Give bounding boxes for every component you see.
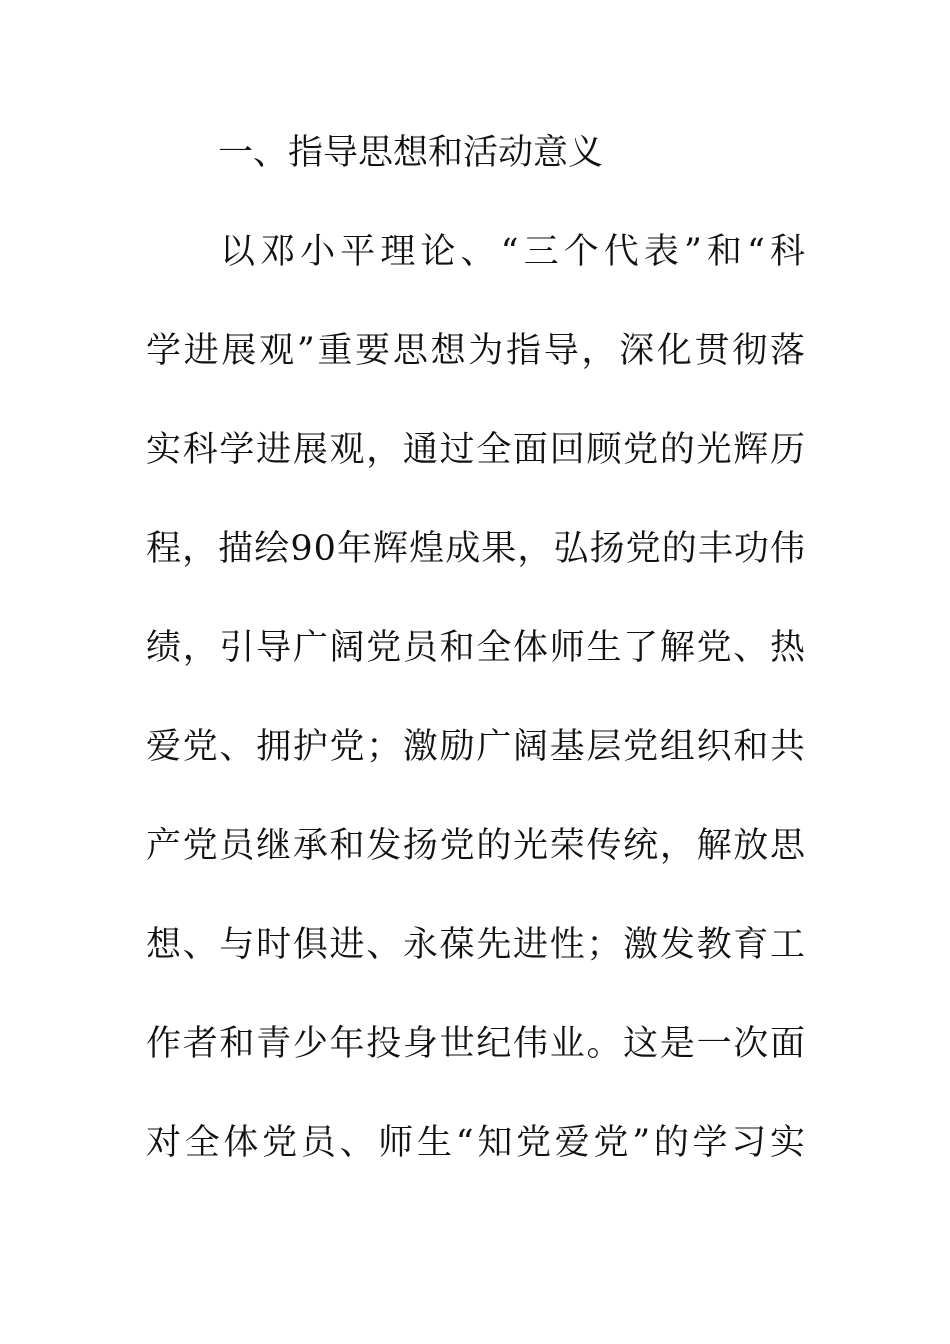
paragraph-line: 产党员继承和发扬党的光荣传统，解放思 bbox=[146, 826, 806, 866]
paragraph-line: 对全体党员、师生“知党爱党”的学习实 bbox=[146, 1123, 806, 1163]
section-heading: 一、指导思想和活动意义 bbox=[218, 133, 604, 173]
paragraph-line: 实科学进展观，通过全面回顾党的光辉历 bbox=[146, 430, 806, 470]
paragraph-line: 绩，引导广阔党员和全体师生了解党、热 bbox=[146, 628, 806, 668]
paragraph-line: 以邓小平理论、“三个代表”和“科 bbox=[220, 232, 806, 272]
paragraph-line: 想、与时俱进、永葆先进性；激发教育工 bbox=[146, 925, 806, 965]
paragraph-line: 学进展观”重要思想为指导，深化贯彻落 bbox=[146, 331, 806, 371]
body-paragraph bbox=[146, 222, 806, 1212]
paragraph-line: 爱党、拥护党；激励广阔基层党组织和共 bbox=[146, 727, 806, 767]
paragraph-line: 程，描绘90年辉煌成果，弘扬党的丰功伟 bbox=[146, 529, 806, 569]
paragraph-line: 作者和青少年投身世纪伟业。这是一次面 bbox=[146, 1024, 806, 1064]
